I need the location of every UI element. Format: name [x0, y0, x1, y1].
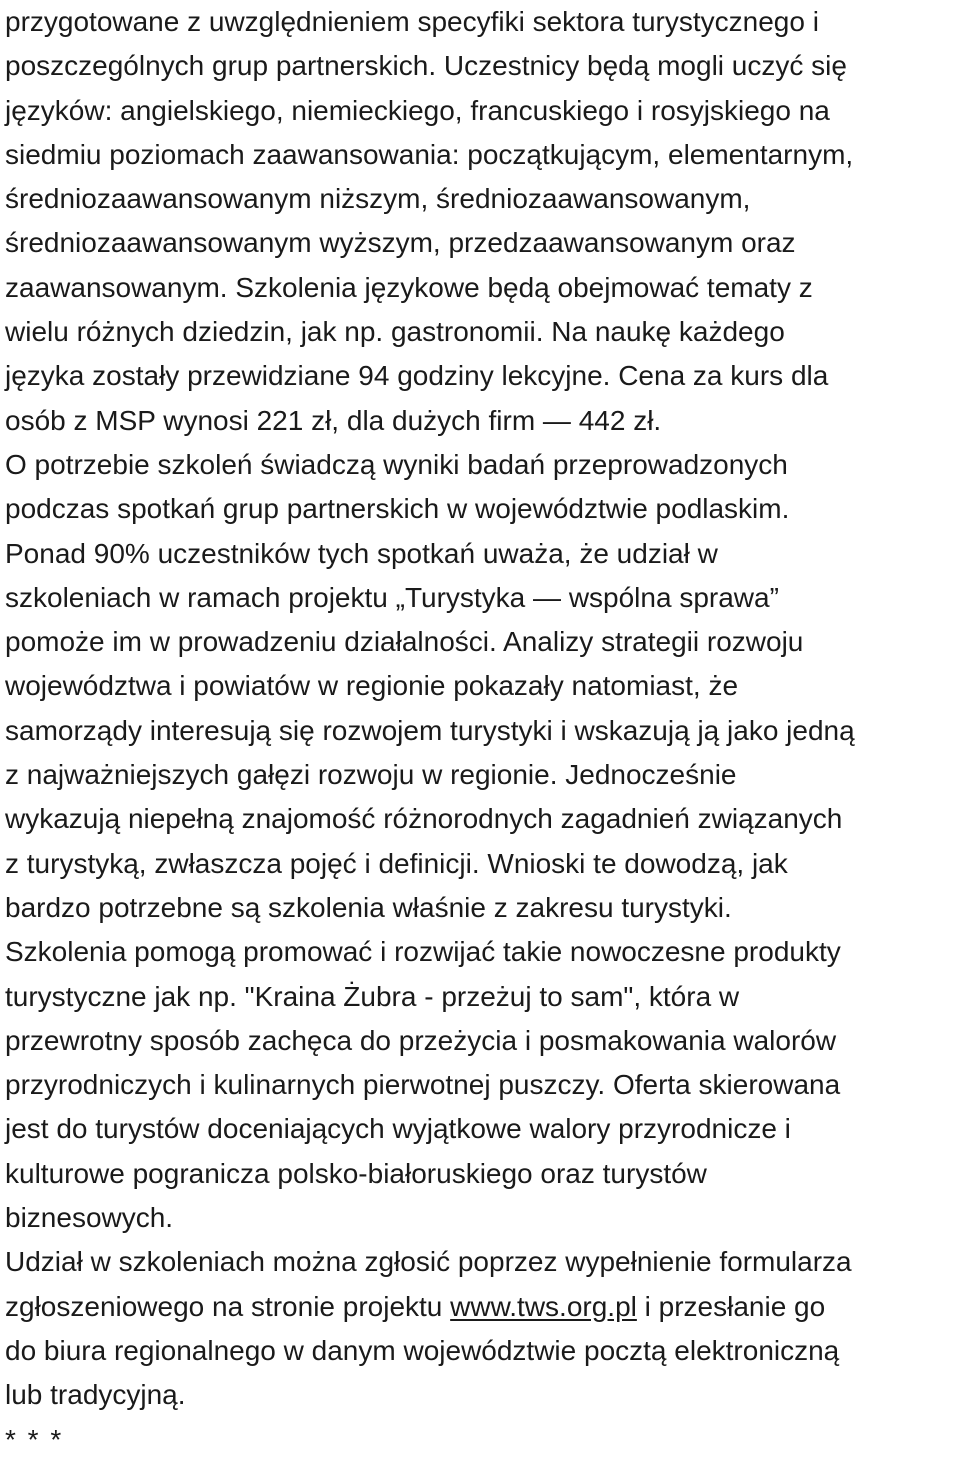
- text-line: samorządy interesują się rozwojem turystyki i wskazują ją jako jedną: [5, 714, 855, 746]
- text-line: szkoleniach w ramach projektu „Turystyka — wspólna sprawa”: [5, 581, 779, 613]
- text-line: siedmiu poziomach zaawansowania: początkującym, elementarnym,: [5, 138, 854, 170]
- text-line: jest do turystów doceniających wyjątkowe walory przyrodnicze i: [5, 1113, 791, 1145]
- link-line-before: zgłoszeniowego na stronie projektu: [5, 1290, 451, 1322]
- text-line: O potrzebie szkoleń świadczą wyniki badań przeprowadzonych: [5, 448, 788, 480]
- text-line: zaawansowanym. Szkolenia językowe będą obejmować tematy z: [5, 271, 813, 303]
- section-separator: * * *: [5, 1423, 64, 1455]
- text-line: Szkolenia pomogą promować i rozwijać takie nowoczesne produkty: [5, 936, 841, 968]
- text-line: lub tradycyjną.: [5, 1379, 186, 1411]
- document-body: [5, 0, 957, 1462]
- link-line-after: i przesłanie go: [636, 1290, 826, 1322]
- text-line: z turystyką, zwłaszcza pojęć i definicji. Wnioski te dowodzą, jak: [5, 847, 788, 879]
- text-line: do biura regionalnego w danym województwie pocztą elektroniczną: [5, 1334, 840, 1366]
- text-line: podczas spotkań grup partnerskich w województwie podlaskim.: [5, 493, 790, 525]
- text-line: języków: angielskiego, niemieckiego, francuskiego i rosyjskiego na: [5, 94, 830, 126]
- text-line: wielu różnych dziedzin, jak np. gastronomii. Na naukę każdego: [5, 316, 785, 348]
- text-line: przyrodniczych i kulinarnych pierwotnej puszczy. Oferta skierowana: [5, 1069, 841, 1101]
- text-line: średniozaawansowanym wyższym, przedzaawansowanym oraz: [5, 227, 796, 259]
- text-line: języka zostały przewidziane 94 godziny lekcyjne. Cena za kurs dla: [5, 360, 829, 392]
- text-line: województwa i powiatów w regionie pokazały natomiast, że: [5, 670, 739, 702]
- text-line: przewrotny sposób zachęca do przeżycia i posmakowania walorów: [5, 1024, 837, 1056]
- text-line: Ponad 90% uczestników tych spotkań uważa, że udział w: [5, 537, 718, 569]
- text-line: pomoże im w prowadzeniu działalności. Analizy strategii rozwoju: [5, 626, 804, 658]
- text-line: z najważniejszych gałęzi rozwoju w regionie. Jednocześnie: [5, 759, 737, 791]
- text-line: bardzo potrzebne są szkolenia właśnie z zakresu turystyki.: [5, 891, 732, 923]
- text-line: Udział w szkoleniach można zgłosić poprzez wypełnienie formularza: [5, 1246, 852, 1278]
- text-line: średniozaawansowanym niższym, średniozaawansowanym,: [5, 183, 751, 215]
- project-website-link[interactable]: www.tws.org.pl: [450, 1290, 637, 1322]
- text-line: poszczególnych grup partnerskich. Uczestnicy będą mogli uczyć się: [5, 50, 847, 82]
- text-line-with-link: [5, 1285, 957, 1329]
- text-line: kulturowe pogranicza polsko-białoruskiego oraz turystów: [5, 1157, 707, 1189]
- text-line: przygotowane z uwzględnieniem specyfiki sektora turystycznego i: [5, 6, 819, 37]
- text-line: osób z MSP wynosi 221 zł, dla dużych firm — 442 zł.: [5, 404, 662, 436]
- text-line: wykazują niepełną znajomość różnorodnych zagadnień związanych: [5, 803, 843, 835]
- text-line: turystyczne jak np. "Kraina Żubra - przeżuj to sam", która w: [5, 980, 740, 1012]
- text-line: biznesowych.: [5, 1202, 174, 1234]
